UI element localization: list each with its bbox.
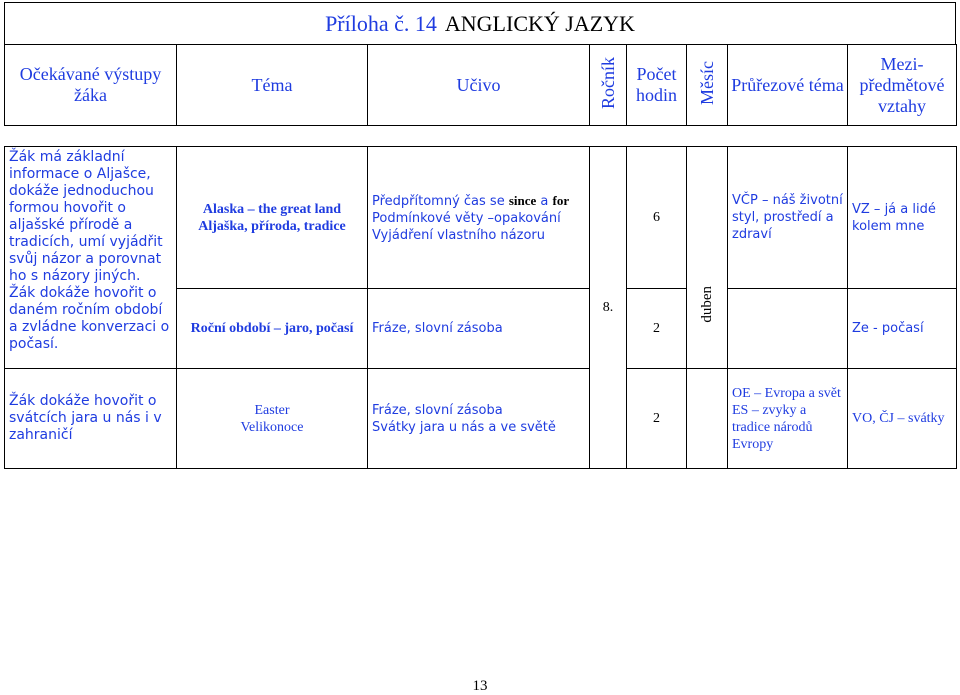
curriculum-line: Předpřítomný čas se since a for bbox=[372, 192, 570, 209]
cross-topic-cell-3: OE – Evropa a svět ES – zvyky a tradice národů Evropy bbox=[728, 369, 848, 469]
topic-cell-3 bbox=[177, 369, 368, 469]
document-title bbox=[4, 2, 956, 45]
header-topic: Téma bbox=[177, 45, 368, 126]
curriculum-cell-3 bbox=[368, 369, 590, 469]
topic-line: Velikonoce bbox=[240, 419, 304, 435]
table-row bbox=[5, 369, 957, 469]
grade-value: 8. bbox=[602, 300, 614, 315]
cross-topic-cell-2 bbox=[728, 289, 848, 369]
title-prefix: Příloha č. 14 bbox=[325, 11, 437, 36]
topic-cell-2: Roční období – jaro, počasí bbox=[177, 289, 368, 369]
grade-cell bbox=[590, 147, 627, 469]
curriculum-cell-1 bbox=[368, 147, 590, 289]
header-outcomes: Očekávané výstupy žáka bbox=[5, 45, 177, 126]
outcome-text-1: Žák má základní informace o Aljašce, dokáže jednoduchou formou hovořit o aljašské přírodě a tradicích, umí vyjádřit svůj názor a porovnat ho s názory jiných. bbox=[9, 149, 163, 284]
curriculum-line: Vyjádření vlastního názoru bbox=[372, 227, 545, 243]
header-inter-subject: Mezi-předmětové vztahy bbox=[848, 45, 957, 126]
hours-cell-3: 2 bbox=[627, 369, 687, 469]
hours-cell-1: 6 bbox=[627, 147, 687, 289]
topic-line: Easter bbox=[254, 402, 290, 418]
inter-subject-cell-2: Ze - počasí bbox=[848, 289, 957, 369]
header-hours: Počet hodin bbox=[627, 45, 687, 126]
table-row bbox=[5, 147, 957, 289]
inter-subject-cell-1: VZ – já a lidé kolem mne bbox=[848, 147, 957, 289]
curriculum-line: Fráze, slovní zásoba bbox=[372, 402, 503, 418]
month-cell bbox=[687, 147, 728, 369]
hours-cell-2: 2 bbox=[627, 289, 687, 369]
month-value: duben bbox=[698, 286, 715, 323]
outcome-cell-3: Žák dokáže hovořit o svátcích jara u nás i v zahraničí bbox=[5, 369, 177, 469]
outcome-text-2: Žák dokáže hovořit o daném ročním období a zvládne konverzaci o počasí. bbox=[9, 285, 170, 352]
curriculum-line: Svátky jara u nás a ve světě bbox=[372, 419, 556, 435]
header-cross-topic: Průřezové téma bbox=[728, 45, 848, 126]
header-grade: Ročník bbox=[590, 45, 627, 126]
inter-subject-cell-3: VO, ČJ – svátky bbox=[848, 369, 957, 469]
header-table bbox=[4, 44, 957, 126]
title-subject: ANGLICKÝ JAZYK bbox=[444, 11, 635, 36]
header-month: Měsíc bbox=[687, 45, 728, 126]
curriculum-cell-2: Fráze, slovní zásoba bbox=[368, 289, 590, 369]
topic-cell-1: Alaska – the great land Aljaška, příroda, tradice bbox=[177, 147, 368, 289]
header-curriculum: Učivo bbox=[368, 45, 590, 126]
month-cell-3 bbox=[687, 369, 728, 469]
curriculum-line: Podmínkové věty –opakování bbox=[372, 210, 561, 226]
cross-topic-cell-1: VČP – náš životní styl, prostředí a zdraví bbox=[728, 147, 848, 289]
outcome-cell-1 bbox=[5, 147, 177, 369]
page-number: 13 bbox=[472, 678, 488, 694]
curriculum-table bbox=[4, 146, 957, 469]
